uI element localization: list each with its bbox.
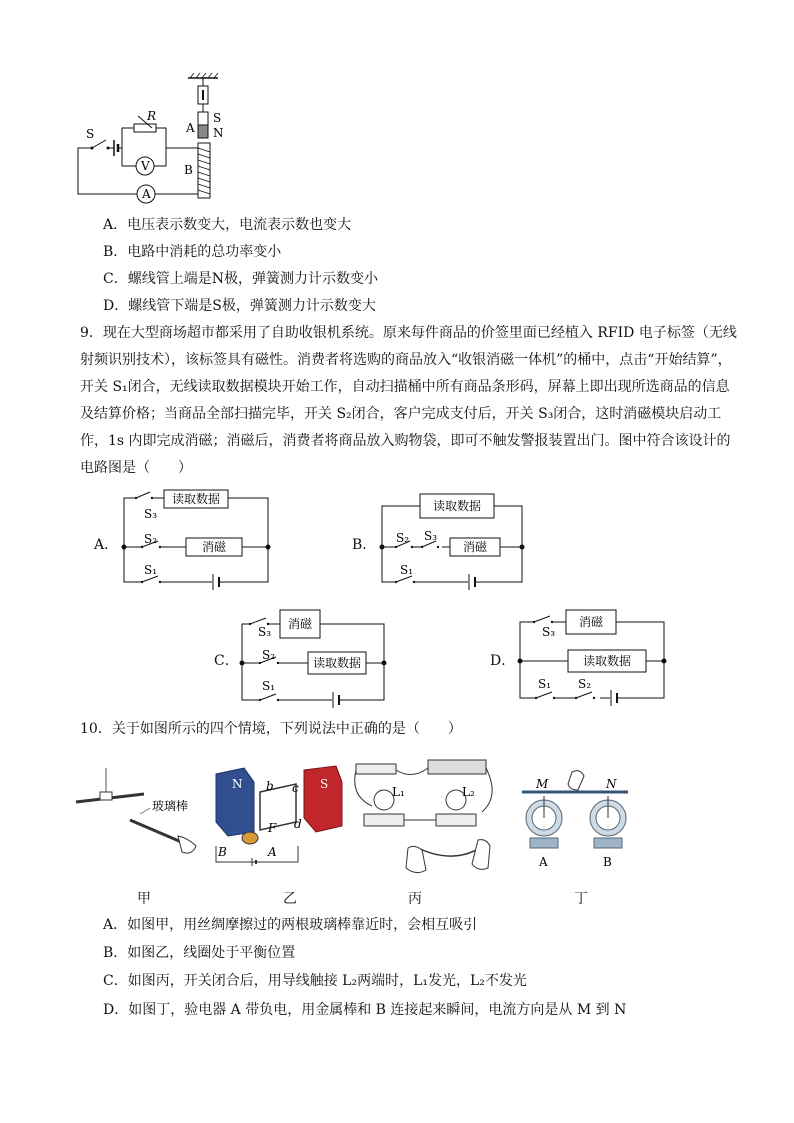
q10-figure-jia [74, 762, 204, 867]
q9-c-switch-top: S₃ [258, 625, 272, 639]
q8-magnet-n-label: N [213, 126, 224, 140]
q10-figure-bing [352, 756, 502, 881]
q10-yi-n-label: N [232, 777, 243, 791]
q8-resistor-label: R [147, 109, 157, 123]
q10-ding-a-label: A [539, 855, 548, 869]
q10-glass-rod-label: 玻璃棒 [152, 799, 189, 813]
q9-option-b-label[interactable]: B． [352, 537, 377, 553]
q9-b-switch-bot: S₁ [400, 563, 414, 577]
q8-label-a: A [186, 121, 195, 135]
q9-stem-line-1: 9．现在大型商场超市都采用了自助收银机系统。原来每件商品的价签里面已经植入 RFID 电子标签（无线 [80, 325, 737, 341]
q10-figure-yi [208, 762, 348, 867]
q10-caption-bing: 丙 [408, 891, 422, 907]
q9-option-a-label[interactable]: A． [94, 537, 119, 553]
q10-ding-n-label: N [606, 777, 617, 791]
q9-a-mid-device: 消磁 [201, 540, 227, 554]
q9-stem-line-2: 射频识别技术），该标签具有磁性。消费者将选购的商品放入“收银消磁一体机”的桶中，点击“开始结算”， [80, 352, 732, 368]
q8-magnet-s-label: S [213, 111, 222, 125]
q9-circuit-d[interactable] [514, 604, 674, 709]
q8-label-b: B [184, 163, 193, 177]
q10-option-c[interactable]: C．如图丙，开关闭合后，用导线触接 L₂两端时，L₁发光，L₂不发光 [103, 973, 527, 989]
q10-yi-s-label: S [320, 777, 329, 791]
q10-option-d[interactable]: D．如图丁，验电器 A 带负电，用金属棒和 B 连接起来瞬间，电流方向是从 M 到 N [103, 1002, 627, 1018]
q8-option-b[interactable]: B．电路中消耗的总功率变小 [103, 244, 282, 260]
q9-a-switch-bot: S₁ [144, 563, 158, 577]
q8-voltmeter-label: V [141, 159, 150, 173]
q10-bing-l1-label: L₁ [392, 785, 405, 799]
q10-caption-yi: 乙 [283, 891, 297, 907]
q9-c-top-device: 消磁 [287, 617, 313, 631]
q10-yi-b-label: b [266, 779, 274, 793]
q9-d-switch-bot2: S₂ [578, 677, 592, 691]
q9-b-mid-device: 消磁 [462, 540, 488, 554]
q8-option-d[interactable]: D．螺线管下端是S极，弹簧测力计示数变大 [103, 298, 376, 314]
q9-b-switch-mid1: S₂ [396, 531, 410, 545]
q9-d-mid-device: 读取数据 [582, 654, 632, 668]
q9-d-switch-bot1: S₁ [538, 677, 552, 691]
q8-switch-label: S [86, 127, 95, 141]
q10-option-a[interactable]: A．如图甲，用丝绸摩擦过的两根玻璃棒靠近时，会相互吸引 [103, 917, 478, 933]
q10-caption-ding: 丁 [574, 891, 588, 907]
q10-option-b[interactable]: B．如图乙，线圈处于平衡位置 [103, 945, 296, 961]
q9-d-switch-top: S₃ [542, 625, 556, 639]
q9-circuit-b[interactable] [376, 488, 536, 593]
q9-c-mid-device: 读取数据 [312, 656, 362, 670]
q9-d-top-device: 消磁 [578, 615, 604, 629]
q10-caption-jia: 甲 [137, 891, 151, 907]
q8-option-c[interactable]: C．螺线管上端是N极，弹簧测力计示数变小 [103, 271, 378, 287]
q9-option-c-label[interactable]: C． [214, 653, 239, 669]
q9-a-switch-mid: S₂ [144, 532, 158, 546]
q9-c-switch-bot: S₁ [262, 679, 276, 693]
q9-option-d-label[interactable]: D． [490, 653, 516, 669]
q9-stem-line-5: 作，1s 内即完成消磁；消磁后，消费者将商品放入购物袋，即可不触发警报装置出门。图中符合该设计的 [80, 433, 731, 449]
q10-stem: 10．关于如图所示的四个情境，下列说法中正确的是（ ） [80, 721, 462, 737]
q10-yi-d-label: d [294, 817, 302, 831]
q9-stem-line-6: 电路图是（ ） [80, 460, 192, 476]
q10-yi-b2-label: B [218, 845, 227, 859]
q10-bing-l2-label: L₂ [462, 785, 475, 799]
q10-yi-a-label: A [268, 845, 277, 859]
q9-circuit-a[interactable] [118, 488, 278, 593]
q9-a-top-device: 读取数据 [171, 492, 221, 506]
q9-circuit-c[interactable] [236, 604, 396, 709]
q10-figure-ding [516, 766, 636, 876]
q9-b-switch-mid2: S₃ [424, 529, 438, 543]
q9-stem-line-3: 开关 S₁闭合，无线读取数据模块开始工作，自动扫描桶中所有商品条形码，屏幕上即出现所选商品的信息 [80, 379, 730, 395]
q10-ding-m-label: M [536, 777, 549, 791]
q8-ammeter-label: A [142, 187, 151, 201]
q8-option-a[interactable]: A．电压表示数变大，电流表示数也变大 [103, 217, 352, 233]
q8-circuit-figure [70, 70, 230, 210]
q9-b-top-device: 读取数据 [432, 499, 482, 513]
q9-a-switch-top: S₃ [144, 507, 158, 521]
q10-yi-c-label: c [292, 781, 299, 795]
q10-yi-f-label: F [268, 821, 277, 835]
q10-ding-b-label: B [603, 855, 612, 869]
q9-stem-line-4: 及结算价格；当商品全部扫描完毕，开关 S₂闭合，客户完成支付后，开关 S₃闭合，这时消磁模块启动工 [80, 406, 722, 422]
q9-c-switch-mid: S₂ [262, 648, 276, 662]
